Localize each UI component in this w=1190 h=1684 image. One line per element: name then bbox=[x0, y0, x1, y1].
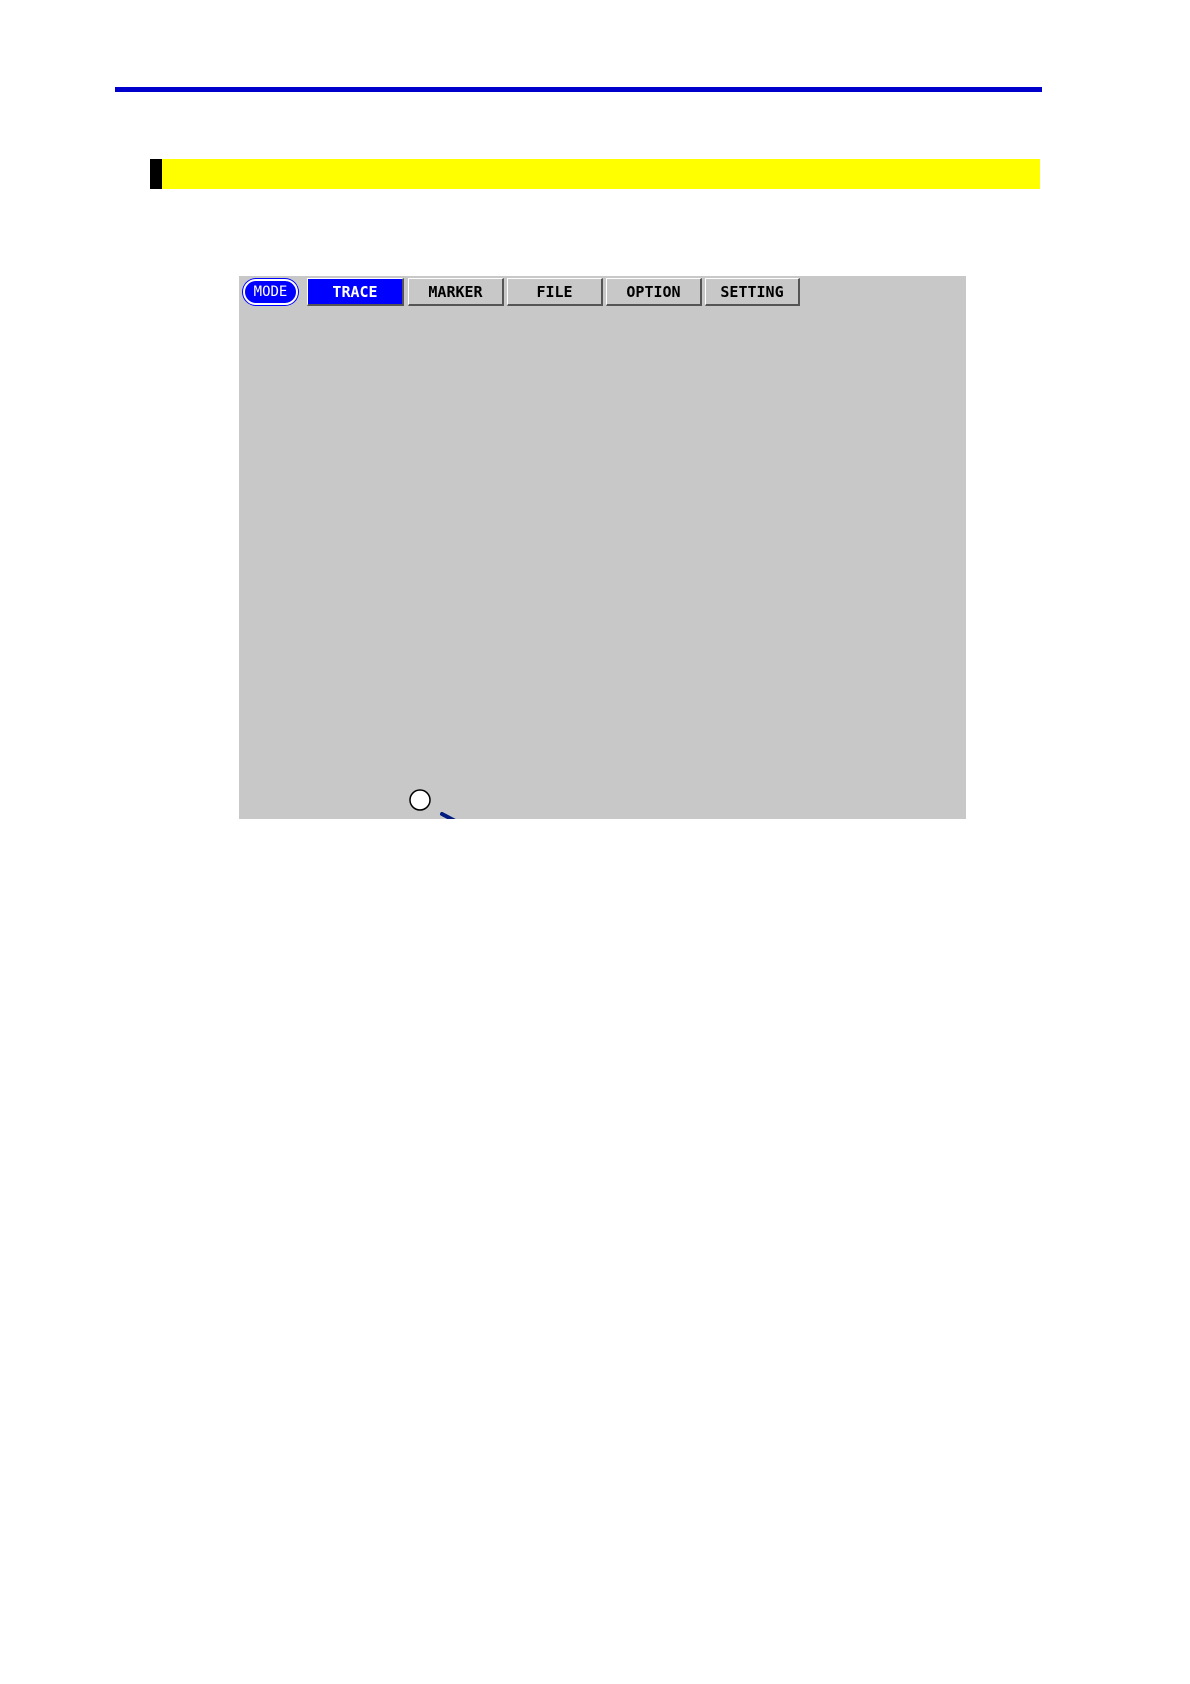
tab-setting[interactable]: SETTING bbox=[705, 278, 800, 306]
section-banner bbox=[150, 159, 1040, 189]
banner-marker bbox=[150, 159, 162, 189]
callout-overlay bbox=[239, 276, 966, 819]
tab-trace[interactable]: TRACE bbox=[307, 278, 404, 306]
callout-line-1 bbox=[442, 814, 529, 819]
mode-button[interactable]: MODE bbox=[243, 279, 298, 305]
tab-marker[interactable]: MARKER bbox=[408, 278, 504, 306]
callout-circle-1 bbox=[410, 790, 430, 810]
tab-file[interactable]: FILE bbox=[507, 278, 603, 306]
otdr-screen bbox=[239, 276, 966, 819]
tab-option[interactable]: OPTION bbox=[606, 278, 702, 306]
header-rule bbox=[115, 87, 1042, 92]
